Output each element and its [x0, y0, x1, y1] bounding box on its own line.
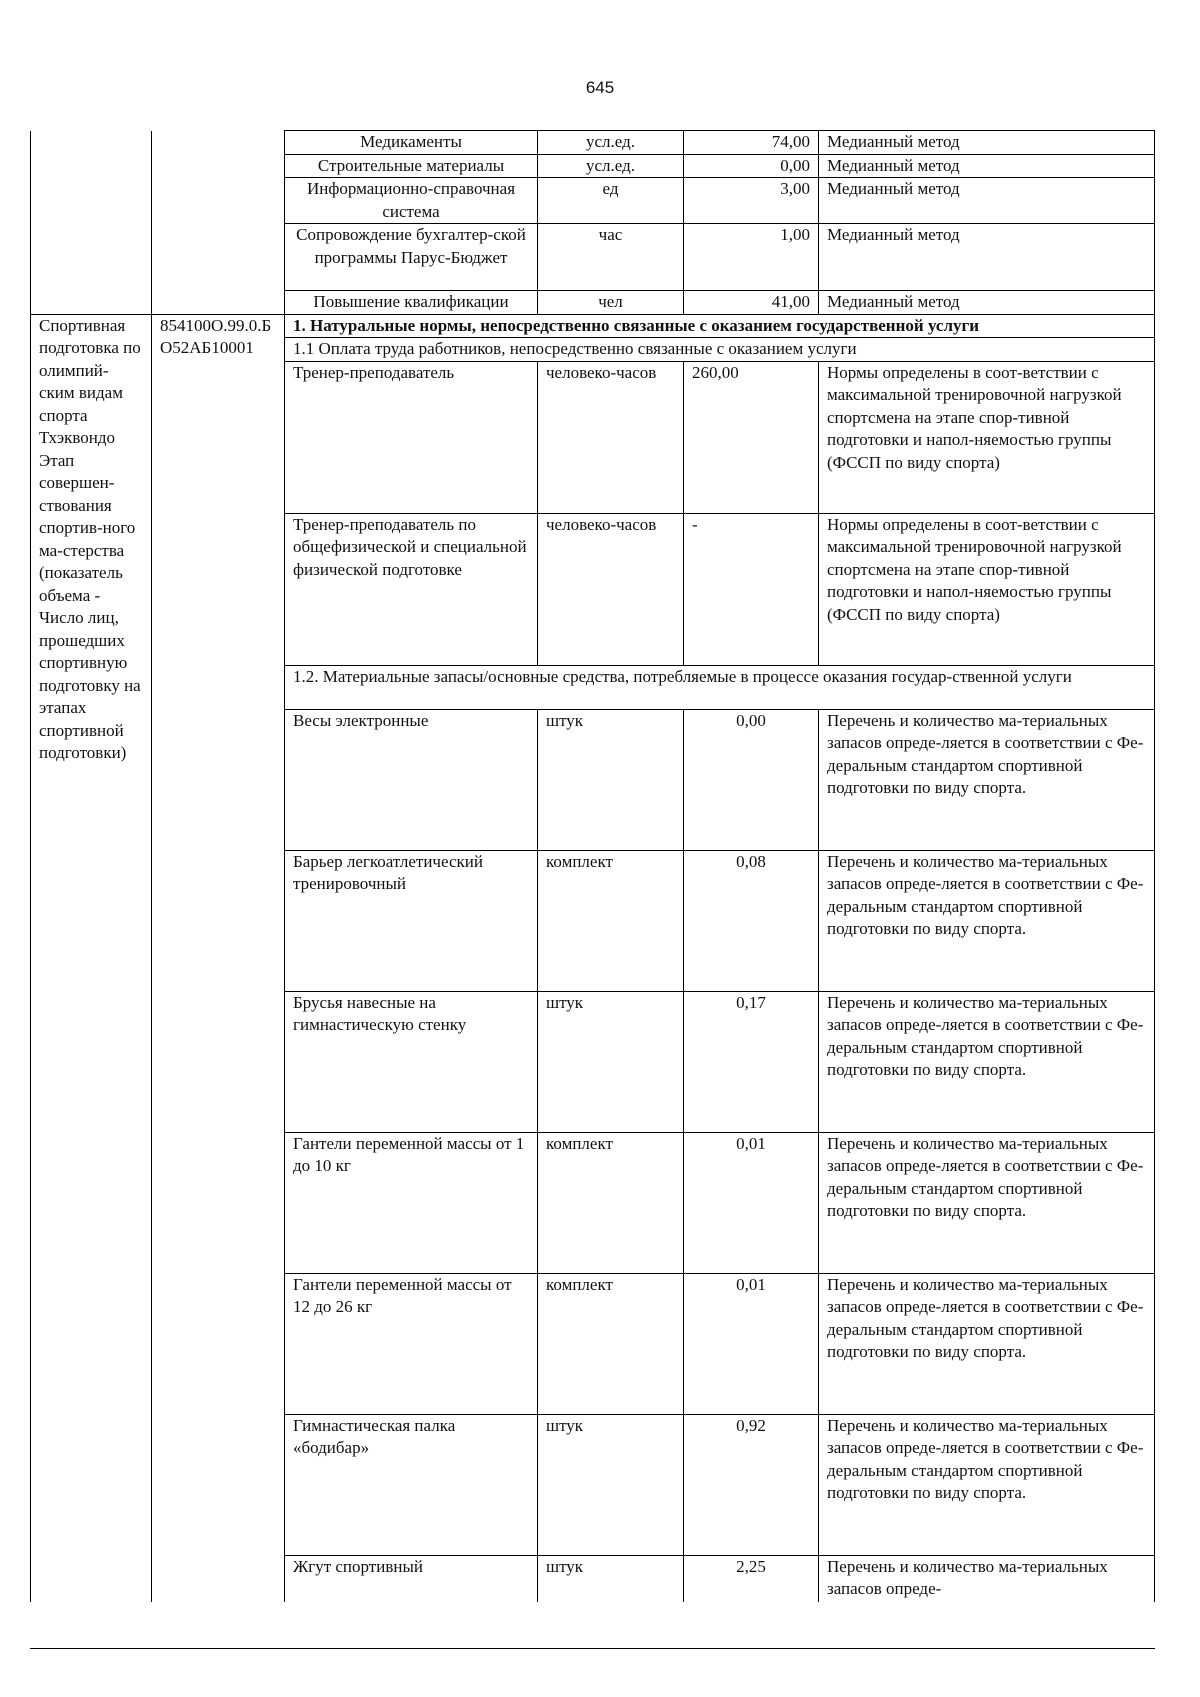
- material-unit: штук: [538, 709, 684, 850]
- resource-method: Медианный метод: [819, 131, 1155, 155]
- material-value: 0,01: [684, 1273, 819, 1414]
- material-note: Перечень и количество ма-териальных запасов опреде-ляется в соответствии с Фе-деральным стандартом спортивной подготовки по виду спорта.: [819, 1414, 1155, 1555]
- material-name: Гимнастическая палка «бодибар»: [285, 1414, 538, 1555]
- labor-name: Тренер-преподаватель по общефизической и специальной физической подготовке: [285, 513, 538, 665]
- resource-name: Сопровождение бухгалтер-ской программы Парус-Бюджет: [285, 224, 538, 291]
- material-value: 0,08: [684, 850, 819, 991]
- material-name: Брусья навесные на гимнастическую стенку: [285, 991, 538, 1132]
- resource-value: 1,00: [684, 224, 819, 291]
- resource-method: Медианный метод: [819, 291, 1155, 315]
- material-unit: комплект: [538, 850, 684, 991]
- table-row: [31, 131, 1155, 155]
- resource-name: Медикаменты: [285, 131, 538, 155]
- norms-table: [30, 130, 1155, 1602]
- resource-value: 41,00: [684, 291, 819, 315]
- section-row: [31, 314, 1155, 338]
- material-unit: штук: [538, 1555, 684, 1602]
- material-name: Гантели переменной массы от 1 до 10 кг: [285, 1132, 538, 1273]
- resource-method: Медианный метод: [819, 154, 1155, 178]
- resource-unit: чел: [538, 291, 684, 315]
- section-1-1-title: 1.1 Оплата труда работников, непосредственно связанные с оказанием услуги: [285, 338, 1155, 362]
- empty-code-cell: [152, 131, 285, 315]
- labor-note: Нормы определены в соот-ветствии с максимальной тренировочной нагрузкой спортсмена на этапе спор-тивной подготовки и напол-няемостью группы (ФССП по виду спорта): [819, 513, 1155, 665]
- resource-value: 3,00: [684, 178, 819, 224]
- material-note: Перечень и количество ма-териальных запасов опреде-ляется в соответствии с Фе-деральным стандартом спортивной подготовки по виду спорта.: [819, 709, 1155, 850]
- page-number: 645: [585, 78, 615, 97]
- resource-name: Информационно-справочная система: [285, 178, 538, 224]
- material-value: 0,92: [684, 1414, 819, 1555]
- service-name: Спортивная подготовка по олимпий-ским видам спорта Тхэквондо Этап совершен-ствования спортив-ного ма-стерства (показатель объема - Число лиц, прошедших спортивную подготовку на этапах спортивной подготовки): [31, 314, 152, 1602]
- material-name: Жгут спортивный: [285, 1555, 538, 1602]
- resource-method: Медианный метод: [819, 178, 1155, 224]
- material-unit: комплект: [538, 1132, 684, 1273]
- resource-name: Строительные материалы: [285, 154, 538, 178]
- resource-unit: ед: [538, 178, 684, 224]
- labor-note: Нормы определены в соот-ветствии с максимальной тренировочной нагрузкой спортсмена на этапе спор-тивной подготовки и напол-няемостью группы (ФССП по виду спорта): [819, 361, 1155, 513]
- material-value: 2,25: [684, 1555, 819, 1602]
- material-name: Весы электронные: [285, 709, 538, 850]
- resource-name: Повышение квалификации: [285, 291, 538, 315]
- material-note: Перечень и количество ма-териальных запасов опреде-ляется в соответствии с Фе-деральным стандартом спортивной подготовки по виду спорта.: [819, 1273, 1155, 1414]
- resource-unit: усл.ед.: [538, 154, 684, 178]
- table-bottom-rule: [30, 1648, 1155, 1649]
- material-note: Перечень и количество ма-териальных запасов опреде-ляется в соответствии с Фе-деральным стандартом спортивной подготовки по виду спорта.: [819, 1132, 1155, 1273]
- labor-unit: человеко-часов: [538, 513, 684, 665]
- material-note: Перечень и количество ма-териальных запасов опреде-: [819, 1555, 1155, 1602]
- material-value: 0,17: [684, 991, 819, 1132]
- material-name: Барьер легкоатлетический тренировочный: [285, 850, 538, 991]
- service-code: 854100О.99.0.БО52АБ10001: [152, 314, 285, 1602]
- resource-unit: час: [538, 224, 684, 291]
- material-name: Гантели переменной массы от 12 до 26 кг: [285, 1273, 538, 1414]
- material-unit: штук: [538, 1414, 684, 1555]
- material-value: 0,00: [684, 709, 819, 850]
- labor-unit: человеко-часов: [538, 361, 684, 513]
- material-note: Перечень и количество ма-териальных запасов опреде-ляется в соответствии с Фе-деральным стандартом спортивной подготовки по виду спорта.: [819, 850, 1155, 991]
- resource-method: Медианный метод: [819, 224, 1155, 291]
- resource-value: 74,00: [684, 131, 819, 155]
- resource-value: 0,00: [684, 154, 819, 178]
- section-1-2-title: 1.2. Материальные запасы/основные средства, потребляемые в процессе оказания государ-ственной услуги: [285, 665, 1155, 709]
- empty-service-cell: [31, 131, 152, 315]
- material-note: Перечень и количество ма-териальных запасов опреде-ляется в соответствии с Фе-деральным стандартом спортивной подготовки по виду спорта.: [819, 991, 1155, 1132]
- material-value: 0,01: [684, 1132, 819, 1273]
- labor-name: Тренер-преподаватель: [285, 361, 538, 513]
- labor-value: 260,00: [684, 361, 819, 513]
- material-unit: штук: [538, 991, 684, 1132]
- section-1-title: 1. Натуральные нормы, непосредственно связанные с оказанием государственной услуги: [285, 314, 1155, 338]
- resource-unit: усл.ед.: [538, 131, 684, 155]
- material-unit: комплект: [538, 1273, 684, 1414]
- labor-value: -: [684, 513, 819, 665]
